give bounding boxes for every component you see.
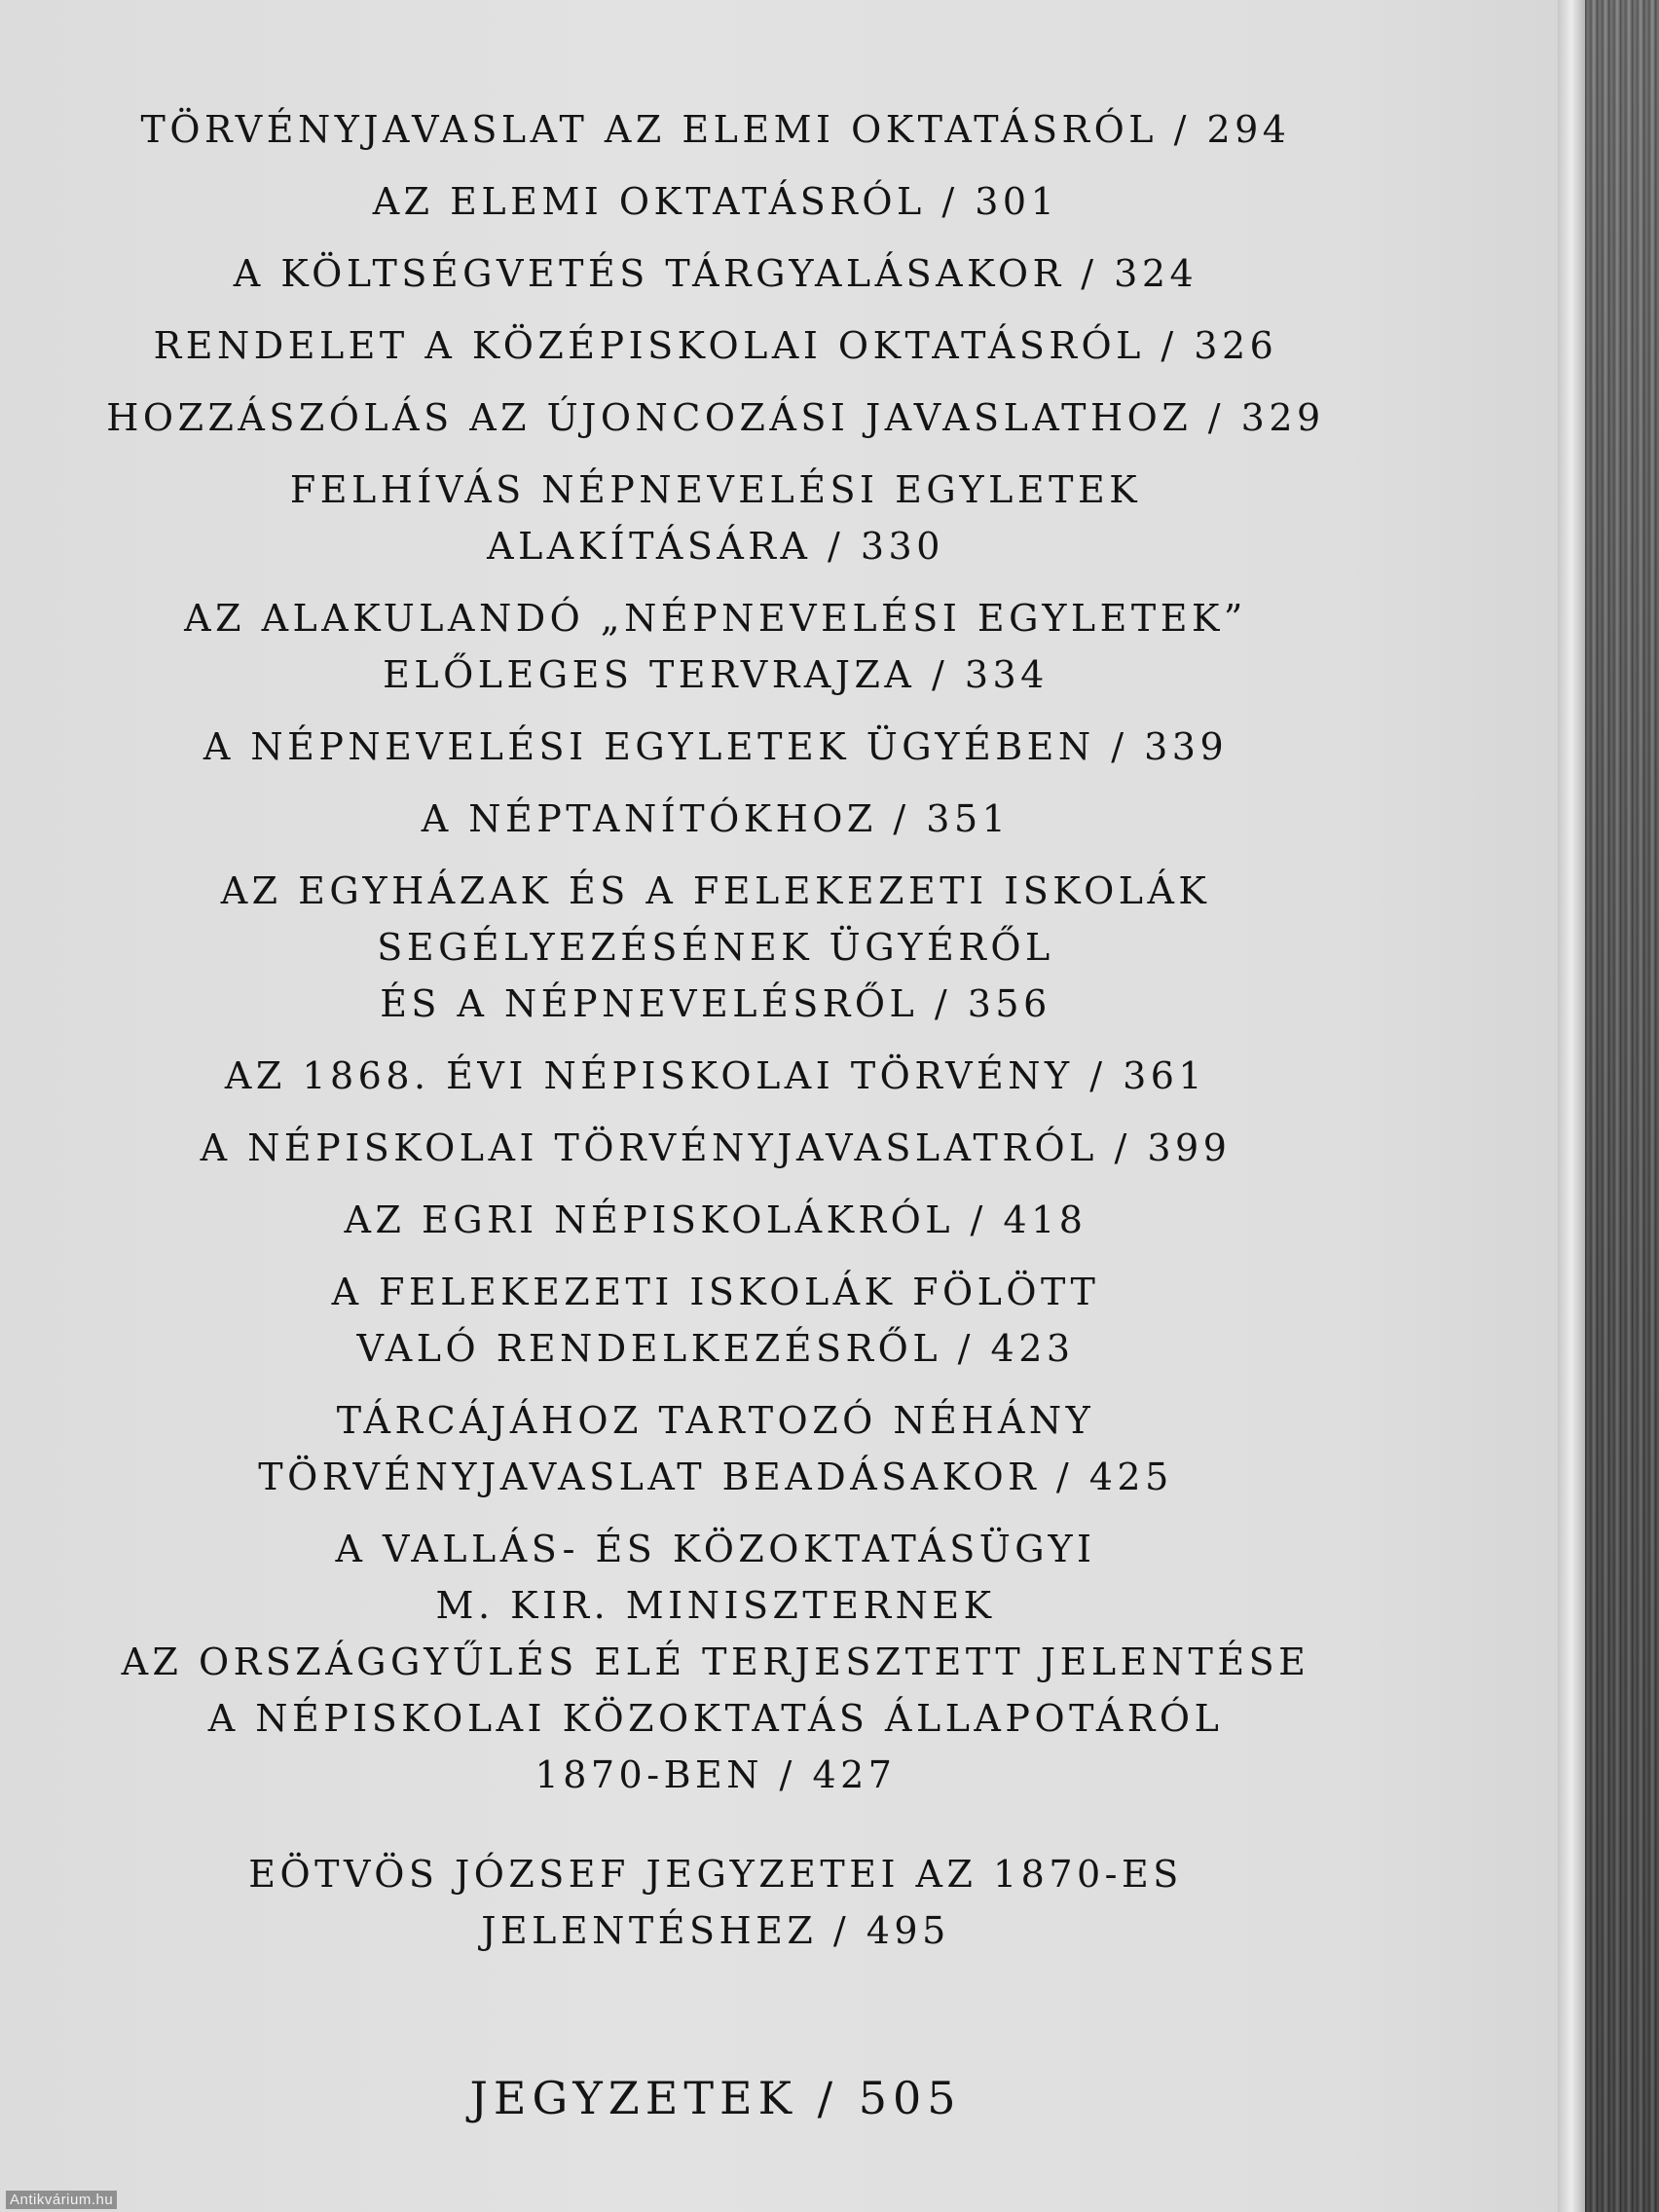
toc-line: ÉS A NÉPNEVELÉSRŐL / 356 (380, 982, 1051, 1025)
toc-line: A NÉPNEVELÉSI EGYLETEK ÜGYÉBEN / 339 (203, 725, 1229, 768)
toc-line: TÖRVÉNYJAVASLAT AZ ELEMI OKTATÁSRÓL / 294 (140, 108, 1291, 151)
toc-entry (58, 719, 1373, 775)
toc-entry (58, 590, 1373, 703)
toc-entry (58, 1192, 1373, 1248)
toc-entry (58, 1392, 1373, 1505)
toc-entry (58, 101, 1373, 158)
toc-line: A NÉPTANÍTÓKHOZ / 351 (421, 797, 1011, 840)
toc-line: A NÉPISKOLAI TÖRVÉNYJAVASLATRÓL / 399 (200, 1126, 1232, 1169)
toc-final-line: JEGYZETEK / 505 (469, 2072, 962, 2124)
toc-line: AZ EGYHÁZAK ÉS A FELEKEZETI ISKOLÁK (220, 869, 1211, 912)
toc-entry (58, 317, 1373, 374)
toc-line: SEGÉLYEZÉSÉNEK ÜGYÉRŐL (377, 926, 1054, 969)
page-fore-edge (1558, 0, 1585, 2212)
toc-entry (58, 461, 1373, 574)
toc-line: AZ ELEMI OKTATÁSRÓL / 301 (372, 180, 1059, 223)
toc-entry (58, 863, 1373, 1032)
toc-entry (58, 1048, 1373, 1104)
toc-line: TÖRVÉNYJAVASLAT BEADÁSAKOR / 425 (258, 1456, 1173, 1498)
toc-entry (58, 1264, 1373, 1377)
toc-entry (58, 245, 1373, 302)
toc-line: HOZZÁSZÓLÁS AZ ÚJONCOZÁSI JAVASLATHOZ / 329 (106, 396, 1325, 439)
toc-line: TÁRCÁJÁHOZ TARTOZÓ NÉHÁNY (336, 1399, 1095, 1442)
page-stack-shadow (1585, 0, 1659, 2212)
toc-line: FELHÍVÁS NÉPNEVELÉSI EGYLETEK (289, 468, 1142, 511)
toc-line: M. KIR. MINISZTERNEK (435, 1584, 996, 1627)
toc-line: A NÉPISKOLAI KÖZOKTATÁS ÁLLAPOTÁRÓL (207, 1697, 1224, 1740)
toc-final-entry (58, 2066, 1373, 2130)
toc-entry (58, 1521, 1373, 1803)
toc-entry (58, 173, 1373, 230)
toc-line: A FELEKEZETI ISKOLÁK FÖLÖTT (331, 1271, 1100, 1313)
toc-entry (58, 389, 1373, 446)
toc-entry (58, 1120, 1373, 1176)
toc-line: EÖTVÖS JÓZSEF JEGYZETEI AZ 1870-ES (248, 1853, 1183, 1896)
toc-line: AZ EGRI NÉPISKOLÁKRÓL / 418 (344, 1198, 1088, 1241)
toc-line: 1870-BEN / 427 (535, 1753, 897, 1796)
toc-entry (58, 1846, 1373, 1959)
toc-line: ELŐLEGES TERVRAJZA / 334 (383, 653, 1049, 696)
toc-line: JELENTÉSHEZ / 495 (481, 1909, 950, 1952)
toc-line: VALÓ RENDELKEZÉSRŐL / 423 (356, 1327, 1075, 1370)
toc-line: RENDELET A KÖZÉPISKOLAI OKTATÁSRÓL / 326 (153, 324, 1278, 367)
toc-entry (58, 791, 1373, 847)
toc-line: A KÖLTSÉGVETÉS TÁRGYALÁSAKOR / 324 (233, 252, 1198, 295)
toc-line: AZ 1868. ÉVI NÉPISKOLAI TÖRVÉNY / 361 (224, 1054, 1207, 1097)
toc-line: ALAKÍTÁSÁRA / 330 (487, 525, 944, 568)
toc-line: AZ ORSZÁGGYŰLÉS ELÉ TERJESZTETT JELENTÉSE (121, 1641, 1310, 1683)
toc-line: A VALLÁS- ÉS KÖZOKTATÁSÜGYI (335, 1528, 1096, 1570)
toc-line: AZ ALAKULANDÓ „NÉPNEVELÉSI EGYLETEK” (184, 597, 1247, 640)
table-of-contents (58, 101, 1373, 2146)
watermark: Antikvárium.hu (6, 2191, 117, 2209)
